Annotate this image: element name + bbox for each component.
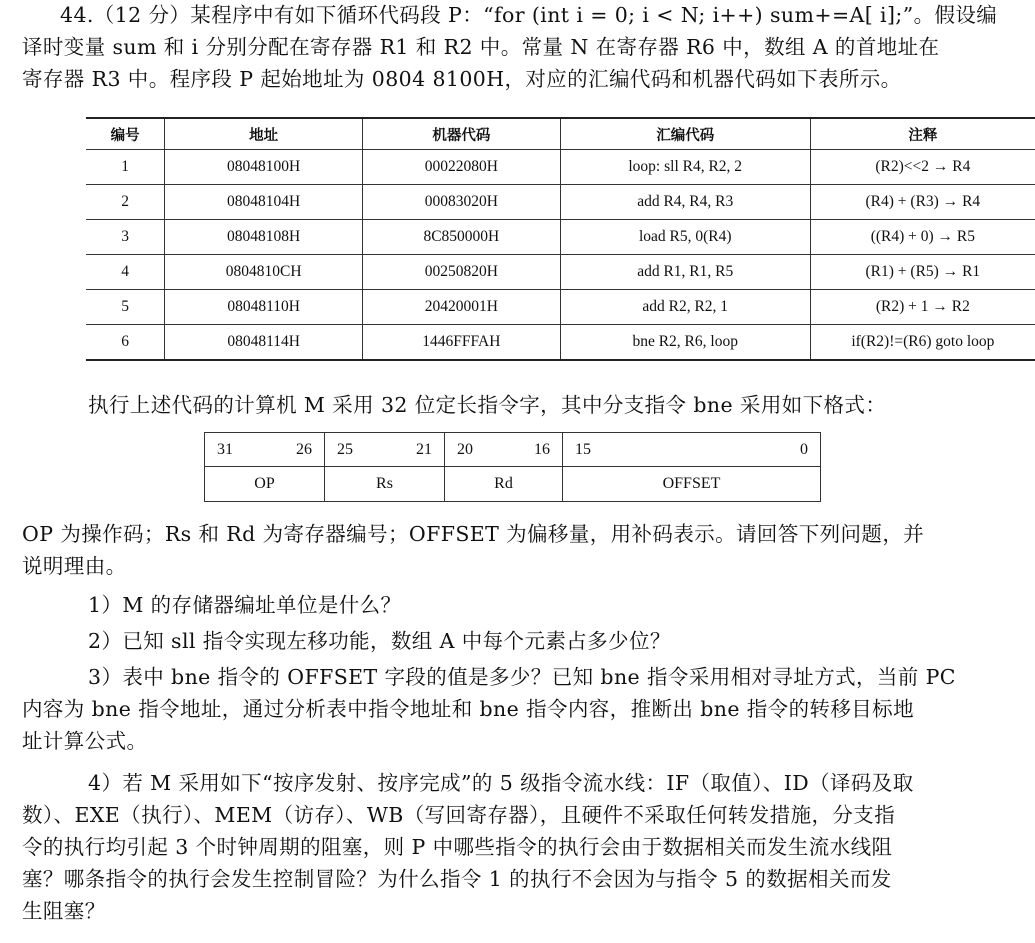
cell-number: 6 bbox=[86, 325, 165, 361]
intro-line: 译时变量 sum 和 i 分别分配在寄存器 R1 和 R2 中。常量 N 在寄存器 R6 中，数组 A 的首地址在 bbox=[22, 35, 940, 59]
question-3 bbox=[22, 661, 1018, 757]
bit-range-offset bbox=[563, 433, 821, 467]
bit-lo: 16 bbox=[534, 440, 550, 458]
header-comment: 注释 bbox=[810, 118, 1035, 150]
cell-machine-code: 00250820H bbox=[362, 255, 560, 290]
bit-hi: 25 bbox=[337, 440, 353, 458]
cell-assembly: add R2, R2, 1 bbox=[560, 290, 810, 325]
cell-comment: (R2)<<2 → R4 bbox=[810, 150, 1035, 185]
cell-comment: ((R4) + 0) → R5 bbox=[810, 220, 1035, 255]
cell-comment: (R2) + 1 → R2 bbox=[810, 290, 1035, 325]
cell-machine-code: 8C850000H bbox=[362, 220, 560, 255]
bit-lo: 0 bbox=[800, 440, 808, 458]
question-intro bbox=[22, 0, 1018, 95]
table-row bbox=[86, 220, 1035, 255]
cell-assembly: add R4, R4, R3 bbox=[560, 185, 810, 220]
explain-line: OP 为操作码；Rs 和 Rd 为寄存器编号；OFFSET 为偏移量，用补码表示。请回答下列问题，并 bbox=[22, 522, 925, 546]
field-rd: Rd bbox=[445, 467, 563, 502]
bit-range-row bbox=[205, 433, 821, 467]
intro-line: 寄存器 R3 中。程序段 P 起始地址为 0804 8100H，对应的汇编代码和机器代码如下表所示。 bbox=[22, 67, 902, 91]
cell-number: 2 bbox=[86, 185, 165, 220]
cell-address: 08048104H bbox=[165, 185, 363, 220]
header-machine-code: 机器代码 bbox=[362, 118, 560, 150]
cell-assembly: load R5, 0(R4) bbox=[560, 220, 810, 255]
q4-line: 4）若 M 采用如下“按序发射、按序完成”的 5 级指令流水线：IF（取值）、ID（译码及取 bbox=[88, 771, 914, 795]
cell-address: 08048100H bbox=[165, 150, 363, 185]
cell-machine-code: 20420001H bbox=[362, 290, 560, 325]
bit-range-rd bbox=[445, 433, 563, 467]
code-table-header-row bbox=[86, 118, 1035, 150]
table-row bbox=[86, 290, 1035, 325]
cell-number: 5 bbox=[86, 290, 165, 325]
intro-line: 44.（12 分）某程序中有如下循环代码段 P：“for (int i = 0; i < N; i++) sum+=A[ i];”。假设编 bbox=[60, 3, 998, 27]
cell-comment: (R1) + (R5) → R1 bbox=[810, 255, 1035, 290]
cell-assembly: bne R2, R6, loop bbox=[560, 325, 810, 361]
field-rs: Rs bbox=[325, 467, 445, 502]
bit-lo: 26 bbox=[296, 440, 312, 458]
cell-address: 08048114H bbox=[165, 325, 363, 361]
bit-range-rs bbox=[325, 433, 445, 467]
q3-line: 址计算公式。 bbox=[22, 729, 148, 753]
question-2: 2）已知 sll 指令实现左移功能，数组 A 中每个元素占多少位？ bbox=[88, 629, 671, 653]
field-name-row bbox=[205, 467, 821, 502]
cell-number: 1 bbox=[86, 150, 165, 185]
field-op: OP bbox=[205, 467, 325, 502]
table-row bbox=[86, 255, 1035, 290]
q4-line: 塞？哪条指令的执行会发生控制冒险？为什么指令 1 的执行不会因为与指令 5 的数据相关而发 bbox=[22, 867, 892, 891]
cell-address: 0804810CH bbox=[165, 255, 363, 290]
table-row bbox=[86, 185, 1035, 220]
code-table bbox=[86, 117, 1035, 361]
cell-machine-code: 00083020H bbox=[362, 185, 560, 220]
format-intro: 执行上述代码的计算机 M 采用 32 位定长指令字，其中分支指令 bne 采用如下格式： bbox=[88, 393, 887, 417]
q3-line: 3）表中 bne 指令的 OFFSET 字段的值是多少？已知 bne 指令采用相对寻址方式，当前 PC bbox=[88, 665, 956, 689]
table-row bbox=[86, 150, 1035, 185]
format-explanation bbox=[22, 518, 1018, 582]
cell-number: 3 bbox=[86, 220, 165, 255]
q4-line: 数）、EXE（执行）、MEM（访存）、WB（写回寄存器），且硬件不采取任何转发措施，分支指 bbox=[22, 803, 896, 827]
bit-range-op bbox=[205, 433, 325, 467]
header-number: 编号 bbox=[86, 118, 165, 150]
q4-line: 生阻塞？ bbox=[22, 899, 106, 923]
cell-comment: (R4) + (R3) → R4 bbox=[810, 185, 1035, 220]
question-1: 1）M 的存储器编址单位是什么？ bbox=[88, 593, 402, 617]
cell-assembly: add R1, R1, R5 bbox=[560, 255, 810, 290]
cell-comment: if(R2)!=(R6) goto loop bbox=[810, 325, 1035, 361]
cell-address: 08048108H bbox=[165, 220, 363, 255]
bit-hi: 20 bbox=[457, 440, 473, 458]
bit-hi: 31 bbox=[217, 440, 233, 458]
question-4 bbox=[22, 767, 1018, 927]
table-row bbox=[86, 325, 1035, 361]
header-assembly: 汇编代码 bbox=[560, 118, 810, 150]
explain-line: 说明理由。 bbox=[22, 554, 127, 578]
cell-number: 4 bbox=[86, 255, 165, 290]
q3-line: 内容为 bne 指令地址，通过分析表中指令地址和 bne 指令内容，推断出 bne 指令的转移目标地 bbox=[22, 697, 914, 721]
instruction-format-table bbox=[204, 432, 821, 502]
field-offset: OFFSET bbox=[563, 467, 821, 502]
q4-line: 令的执行均引起 3 个时钟周期的阻塞，则 P 中哪些指令的执行会由于数据相关而发生流水线阻 bbox=[22, 835, 893, 859]
header-address: 地址 bbox=[165, 118, 363, 150]
bit-lo: 21 bbox=[416, 440, 432, 458]
cell-machine-code: 00022080H bbox=[362, 150, 560, 185]
cell-address: 08048110H bbox=[165, 290, 363, 325]
bit-hi: 15 bbox=[575, 440, 591, 458]
cell-assembly: loop: sll R4, R2, 2 bbox=[560, 150, 810, 185]
cell-machine-code: 1446FFFAH bbox=[362, 325, 560, 361]
